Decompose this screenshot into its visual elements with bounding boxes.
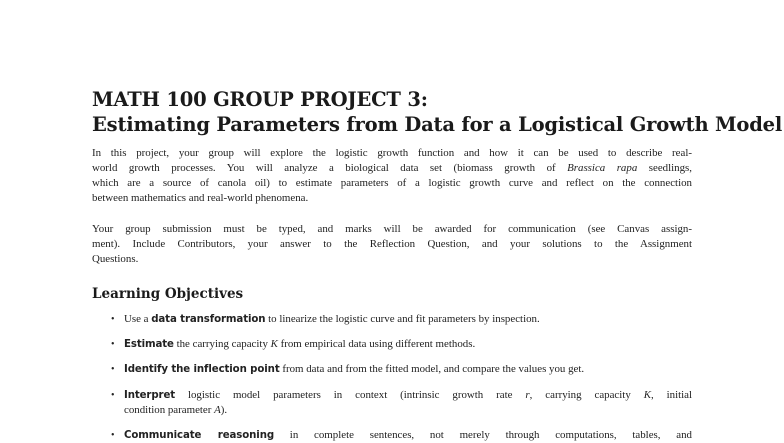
objective-text: from data and from the fitted model, and compare the values you get. <box>279 363 585 375</box>
objective-line <box>124 388 692 403</box>
objective-text: , initial <box>650 389 693 401</box>
objective-text: from empirical data using different methods. <box>277 338 476 350</box>
math-variable: K <box>643 389 651 401</box>
intro-line <box>92 161 692 176</box>
intro-line: between mathematics and real-world phenomena. <box>92 192 309 204</box>
intro-paragraph <box>92 146 692 206</box>
objective-keyword: Identify the inflection point <box>124 364 280 375</box>
species-name: Brassica rapa <box>567 162 638 174</box>
objective-text: condition parameter <box>124 404 215 416</box>
objective-text: the carrying capacity <box>173 338 271 350</box>
math-variable: K <box>270 338 278 350</box>
objective-text: to linearize the logistic curve and fit parameters by inspection. <box>265 313 540 325</box>
objective-text: , carrying capacity <box>529 389 644 401</box>
intro-line: In this project, your group will explore the logistic growth function and how it can be used to describe real- <box>92 147 692 159</box>
document-page <box>92 0 783 441</box>
document-title-line-1: MATH 100 GROUP PROJECT 3: <box>92 88 428 111</box>
submission-paragraph <box>92 222 692 267</box>
objective-item <box>111 362 692 377</box>
objective-text: ). <box>220 404 228 416</box>
intro-text: seedlings, <box>637 162 693 174</box>
learning-objectives-heading: Learning Objectives <box>92 286 244 302</box>
objective-line <box>124 403 692 418</box>
objective-text: logistic model parameters in context (intrinsic growth rate <box>175 389 526 401</box>
bullet-icon: • <box>111 314 115 325</box>
math-variable: r <box>525 389 530 401</box>
objective-item <box>111 337 692 352</box>
objective-keyword: Estimate <box>124 339 174 350</box>
bullet-icon: • <box>111 364 115 375</box>
objective-keyword: data transformation <box>151 314 266 325</box>
bullet-icon: • <box>111 390 115 401</box>
submission-line: ment). Include Contributors, your answer to the Reflection Question, and your solutions to the Assignment <box>92 238 692 250</box>
objective-keyword: Interpret <box>124 390 176 401</box>
objective-keyword: Communicate reasoning <box>124 430 275 441</box>
objective-text: in complete sentences, not merely through computations, tables, and <box>274 429 692 441</box>
intro-line: which are a source of canola oil) to estimate parameters of a logistic growth curve and reflect on the connection <box>92 177 692 189</box>
math-variable: A <box>214 404 221 416</box>
bullet-icon: • <box>111 430 115 441</box>
submission-line: Your group submission must be typed, and marks will be awarded for communication (see Canvas assign- <box>92 223 692 235</box>
submission-line: Questions. <box>92 253 139 265</box>
objective-item <box>111 312 692 327</box>
bullet-icon: • <box>111 339 115 350</box>
intro-text: world growth processes. You will analyze a biological data set (biomass growth of <box>92 162 568 174</box>
objective-item <box>111 388 693 418</box>
objective-text: Use a <box>124 313 152 325</box>
document-title-line-2: Estimating Parameters from Data for a Logistical Growth Model <box>92 113 783 136</box>
